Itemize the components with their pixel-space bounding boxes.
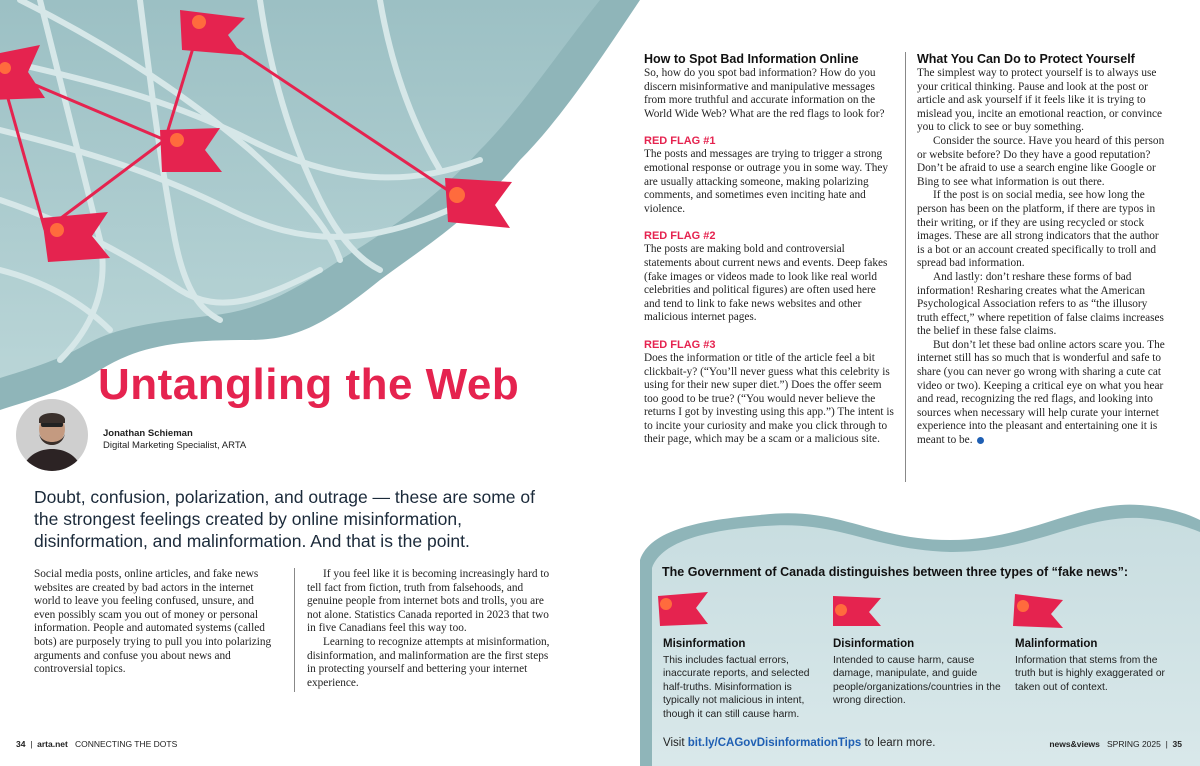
author-photo-icon bbox=[16, 399, 88, 471]
red-flag-2-text: The posts are making bold and controversial statements about current news and events. Deep fakes (fake images or videos made to look like real world celebrities and political figures) are often used here and tend to link to fake news websites and other malicious internet pages. bbox=[644, 243, 888, 324]
article-title: Untangling the Web bbox=[98, 360, 520, 409]
protect-column bbox=[917, 52, 1169, 448]
publication-brand: news&views bbox=[1049, 739, 1100, 749]
column-divider bbox=[294, 568, 295, 692]
protect-paragraph: If the post is on social media, see how long the person has been on the platform, if there are typos in their writing, or if they are using recycled or stock images. These are all strong indicators that the author is a bot or an account created specifically to troll and spread bad information. bbox=[917, 189, 1159, 270]
protect-heading: What You Can Do to Protect Yourself bbox=[917, 52, 1135, 66]
page-number-left: 34 bbox=[16, 739, 26, 749]
protect-paragraph bbox=[917, 339, 1169, 448]
type-disinformation bbox=[833, 638, 1003, 708]
type-description: This includes factual errors, inaccurate reports, and selected half-truths. Misinformation is typically not malicious in intent, though it can still cause harm. bbox=[663, 654, 810, 720]
body-column-2 bbox=[307, 568, 551, 690]
author-role: Digital Marketing Specialist, ARTA bbox=[103, 440, 247, 451]
body-paragraph: Learning to recognize attempts at misinformation, disinformation, and malinformation are the first steps in protecting yourself and bettering your internet experience. bbox=[307, 635, 550, 689]
disinformation-flag-icon bbox=[831, 592, 887, 632]
body-column-1 bbox=[34, 568, 278, 677]
visit-line bbox=[663, 737, 935, 749]
footer-left: 34 | arta.net CONNECTING THE DOTS bbox=[16, 739, 178, 749]
body-paragraph: If you feel like it is becoming increasingly hard to tell fact from fiction, truth from falsehoods, and genuine people from internet bots and trolls, you are not alone. Statistics Canada reported in 2023 that two in five Canadians feel this way too. bbox=[307, 568, 550, 635]
red-flag-3-label: RED FLAG #3 bbox=[644, 338, 716, 351]
column-divider bbox=[905, 52, 906, 482]
type-description: Information that stems from the truth but is highly exaggerated or taken out of context. bbox=[1015, 654, 1165, 693]
fake-news-title: The Government of Canada distinguishes between three types of “fake news”: bbox=[662, 565, 1129, 579]
type-misinformation bbox=[663, 638, 813, 721]
malinformation-flag-icon bbox=[1011, 592, 1067, 632]
issue-label: SPRING 2025 bbox=[1107, 739, 1161, 749]
page-number-right: 35 bbox=[1172, 739, 1182, 749]
author-byline bbox=[103, 428, 246, 452]
spot-intro: So, how do you spot bad information? How do you discern misinformative and manipulative messages from more truthful and accurate information on the World Wide Web? What are the red flags to look for? bbox=[644, 67, 885, 120]
section-name: CONNECTING THE DOTS bbox=[74, 739, 178, 749]
spot-column bbox=[644, 52, 894, 447]
red-flag-1-text: The posts and messages are trying to trigger a strong emotional response or outrage you in some way. They are usually attacking someone, making polarizing comments, and sometimes even inciting hate and violence. bbox=[644, 148, 889, 215]
type-malinformation bbox=[1015, 638, 1175, 694]
misinformation-flag-icon bbox=[656, 590, 712, 630]
red-flag-2-label: RED FLAG #2 bbox=[644, 230, 716, 243]
type-name: Misinformation bbox=[663, 638, 746, 650]
author-name: Jonathan Schieman bbox=[103, 428, 193, 439]
red-flag-3-text: Does the information or title of the article feel a bit clickbait-y? (“You’ll never guess what this celebrity is using for their new super diet.”) Does the offer seem too good to be true? (“You would never believe the returns I got by investing using this app.”) The intent is to incite your curiosity and make you click through to their page, which may be a scam or a malicious site. bbox=[644, 351, 894, 446]
body-paragraph: Social media posts, online articles, and fake news websites are created by bad actors in the internet world to leave you feeling confused, unsure, and even possibly scam you out of money or personal information. People and automated systems (called bots) are purposely trying to pull you into polarizing arguments and confuse you about news and controversial topics. bbox=[34, 568, 272, 676]
site-name: arta.net bbox=[37, 739, 68, 749]
disinformation-tips-link[interactable]: bit.ly/CAGovDisinformationTips bbox=[687, 737, 862, 749]
visit-prefix: Visit bbox=[663, 737, 688, 749]
type-name: Disinformation bbox=[833, 638, 915, 650]
author-avatar bbox=[16, 399, 88, 471]
spot-heading: How to Spot Bad Information Online bbox=[644, 52, 859, 66]
protect-paragraph: And lastly: don’t reshare these forms of bad information! Resharing creates what the American Psychological Association refers to as “the illusory truth effect,” where repetition of false claims increases the belief in these false claims. bbox=[917, 270, 1164, 338]
red-flag-1-label: RED FLAG #1 bbox=[644, 135, 716, 148]
lead-paragraph: Doubt, confusion, polarization, and outrage — these are some of the strongest feelings created by online misinformation, disinformation, and malinformation. And that is the point. bbox=[34, 487, 535, 551]
footer-right: news&views SPRING 2025 | 35 bbox=[1049, 739, 1182, 749]
protect-final-text: But don’t let these bad online actors scare you. The internet still has so much that is wonderful and safe to share (you can never go wrong with sharing a cute cat video or two). Keeping a critical eye on what you hear and read, recognizing the red flags, and looking into sources when necessary will help curate your internet experience into the pleasant and entertaining one it is meant to be. bbox=[917, 338, 1165, 447]
end-mark-icon bbox=[977, 437, 984, 444]
type-description: Intended to cause harm, cause damage, manipulate, and guide people/organizations/countries in the wrong direction. bbox=[833, 654, 1001, 706]
protect-paragraph: The simplest way to protect yourself is to always use your critical thinking. Pause and look at the post or article and ask yourself if it feels like it is trying to mislead you, incite an emotional reaction, or convince you to click to see or buy something. bbox=[917, 67, 1162, 134]
visit-suffix: to learn more. bbox=[861, 737, 936, 749]
protect-paragraph: Consider the source. Have you heard of this person or website before? Do they have a good reputation? Don’t be afraid to use a search engine like Google or Bing to see what information is out there. bbox=[917, 134, 1165, 188]
type-name: Malinformation bbox=[1015, 638, 1098, 650]
